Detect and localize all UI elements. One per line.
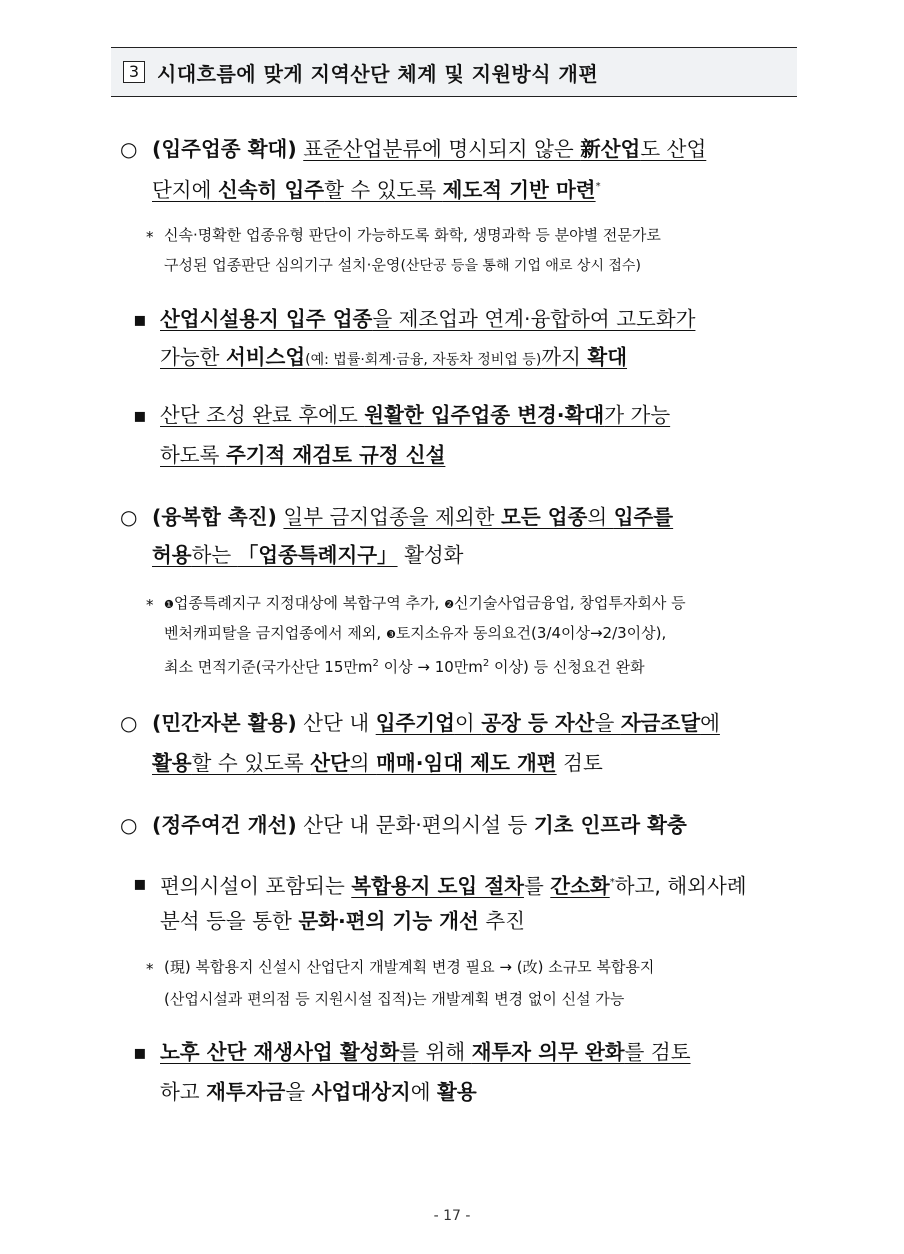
text-run: 의 — [587, 505, 614, 529]
text-run: 할 수 있도록 — [324, 177, 443, 202]
text-run: 산단 내 문화·편의시설 등 — [303, 813, 534, 837]
para-line — [152, 753, 603, 773]
text-run: 을 — [594, 711, 621, 735]
text-run: 를 위해 — [399, 1040, 472, 1064]
text-run: 문화·편의 기능 개선 — [298, 909, 479, 933]
text-run: 활용 — [437, 1080, 477, 1104]
text-run: 재투자 의무 완화 — [471, 1040, 625, 1064]
note-line: 신속·명확한 업종유형 판단이 가능하도록 화학, 생명과학 등 분야별 전문가로 — [164, 226, 661, 244]
text-run: 구성된 업종판단 심의기구 설치·운영 — [164, 256, 401, 274]
text-run: 를 검토 — [624, 1040, 691, 1064]
text-run: 新산업 — [580, 137, 641, 161]
text-run: 「업종특례지구」 — [237, 543, 398, 567]
text-run: 가 가능 — [604, 403, 671, 427]
section-title: 시대흐름에 맞게 지역산단 체계 및 지원방식 개편 — [157, 61, 599, 86]
text-run: 단지에 — [152, 177, 218, 202]
square-bullet: ▪ — [133, 403, 147, 427]
text-run: 서비스업 — [225, 345, 306, 369]
text-run: 산단 — [310, 751, 350, 775]
para-heading: (정주여건 개선) — [152, 813, 297, 837]
para-line — [160, 309, 695, 329]
text-run: 를 — [523, 873, 551, 898]
text-run: 신기술사업금융업, 창업투자회사 등 — [453, 594, 686, 612]
text-run: 입주를 — [613, 505, 674, 529]
para-line — [152, 507, 673, 527]
para-line — [152, 177, 601, 200]
text-run: 하는 — [191, 543, 238, 567]
square-bullet: ▪ — [133, 1040, 147, 1064]
text-run: 표준산업분류에 명시되지 않은 — [303, 137, 581, 161]
text-run: 검토 — [556, 751, 603, 775]
text-run: 활용 — [152, 751, 192, 775]
text-run: 매매·임대 제도 개편 — [376, 751, 557, 775]
para-heading: (민간자본 활용) — [152, 711, 297, 735]
text-run: (예: 법률·회계·금융, 자동차 정비업 등) — [305, 352, 542, 368]
text-run: 공장 등 자산 — [481, 711, 595, 735]
text-run: 에 — [700, 711, 720, 735]
text-run: 벤처캐피탈을 금지업종에서 제외, — [164, 624, 386, 642]
text-run: 일부 금지업종을 제외한 — [283, 505, 502, 529]
text-run: 모든 업종 — [501, 505, 588, 529]
square-bullet: ▪ — [133, 307, 147, 331]
text-run: 할 수 있도록 — [191, 751, 311, 775]
circle-bullet: ○ — [120, 813, 138, 837]
text-run: 제도적 기반 마련 — [442, 177, 596, 202]
para-line — [160, 1042, 691, 1062]
note-asterisk: * — [146, 596, 154, 614]
text-run: 하고 — [160, 1080, 207, 1104]
text-run: 에 — [410, 1080, 438, 1104]
text-run: 이상 → 10만m — [378, 658, 483, 676]
text-run: 토지소유자 동의요건(3/4이상→2/3이상), — [395, 624, 667, 642]
page-number: - 17 - — [433, 1208, 471, 1224]
text-run: 자금조달 — [620, 711, 701, 735]
text-run: 신속히 입주 — [217, 177, 325, 202]
para-line — [160, 911, 525, 931]
para-line — [160, 1082, 477, 1102]
text-run: 하고, 해외사례 — [614, 873, 747, 898]
text-run: 기초 인프라 확충 — [533, 813, 687, 837]
para-line — [152, 815, 687, 835]
text-run: (산단공 등을 통해 기업 애로 상시 접수) — [400, 258, 641, 274]
superscript: 2 — [482, 658, 490, 669]
note-line: (산업시설과 편의점 등 지원시설 집적)는 개발계획 변경 없이 신설 가능 — [164, 990, 625, 1008]
para-line — [152, 139, 706, 159]
section-header — [111, 47, 797, 97]
number-icon: ❶ — [164, 598, 174, 611]
superscript: 2 — [372, 658, 379, 669]
para-heading: (입주업종 확대) — [152, 137, 297, 161]
text-run: 재투자금 — [206, 1080, 286, 1104]
para-line — [160, 445, 445, 465]
text-run: 업종특례지구 지정대상에 복합구역 추가, — [173, 594, 445, 612]
text-run: 원활한 입주업종 변경·확대 — [364, 403, 605, 427]
text-run: 허용 — [152, 543, 192, 567]
text-run: 이상) 등 신청요건 완화 — [489, 658, 645, 676]
note-line — [164, 596, 686, 612]
text-run: 확대 — [587, 345, 628, 369]
para-line — [152, 713, 720, 733]
para-line — [160, 405, 670, 425]
text-run: 복합용지 도입 절차 — [351, 873, 524, 898]
text-run: 까지 — [541, 345, 588, 369]
footnote-ref: * — [609, 877, 615, 888]
text-run: 사업대상지 — [311, 1080, 411, 1104]
text-run: 의 — [349, 751, 377, 775]
text-run: 을 제조업과 연계·융합하여 고도화가 — [372, 307, 696, 331]
footnote-ref: * — [595, 181, 601, 192]
text-run: 분석 등을 통한 — [160, 909, 299, 933]
text-run: 입주기업 — [375, 711, 455, 735]
section-number: 3 — [123, 61, 145, 83]
number-icon: ❷ — [444, 598, 454, 611]
text-run: 산단 조성 완료 후에도 — [160, 403, 365, 427]
text-run: 을 — [285, 1080, 312, 1104]
text-run: 주기적 재검토 규정 신설 — [225, 443, 446, 467]
text-run: 이 — [454, 711, 482, 735]
circle-bullet: ○ — [120, 505, 138, 529]
text-run: 도 산업 — [640, 137, 707, 161]
note-line — [164, 626, 666, 642]
text-run: 노후 산단 재생사업 활성화 — [160, 1040, 400, 1064]
text-run: 하도록 — [160, 443, 226, 467]
text-run: 최소 면적기준(국가산단 15만m — [164, 658, 373, 676]
text-run: 편의시설이 포함되는 — [160, 873, 352, 898]
para-heading: (융복합 촉진) — [152, 505, 277, 529]
text-run: 산업시설용지 입주 업종 — [160, 307, 373, 331]
square-bullet: ▪ — [133, 871, 147, 895]
text-run: 산단 내 — [303, 711, 376, 735]
para-line — [160, 347, 627, 370]
text-run: 활성화 — [397, 543, 464, 567]
number-icon: ❸ — [385, 628, 396, 641]
note-line — [164, 258, 641, 274]
note-asterisk: * — [146, 228, 154, 246]
note-asterisk: * — [146, 960, 154, 978]
text-run: 간소화 — [550, 873, 610, 898]
circle-bullet: ○ — [120, 711, 138, 735]
circle-bullet: ○ — [120, 137, 138, 161]
text-run: 가능한 — [160, 345, 226, 369]
para-line — [160, 873, 747, 896]
text-run: 추진 — [478, 909, 525, 933]
note-line — [164, 656, 645, 675]
note-line: (現) 복합용지 신설시 산업단지 개발계획 변경 필요 → (改) 소규모 복합용지 — [164, 958, 655, 976]
para-line — [152, 545, 464, 565]
